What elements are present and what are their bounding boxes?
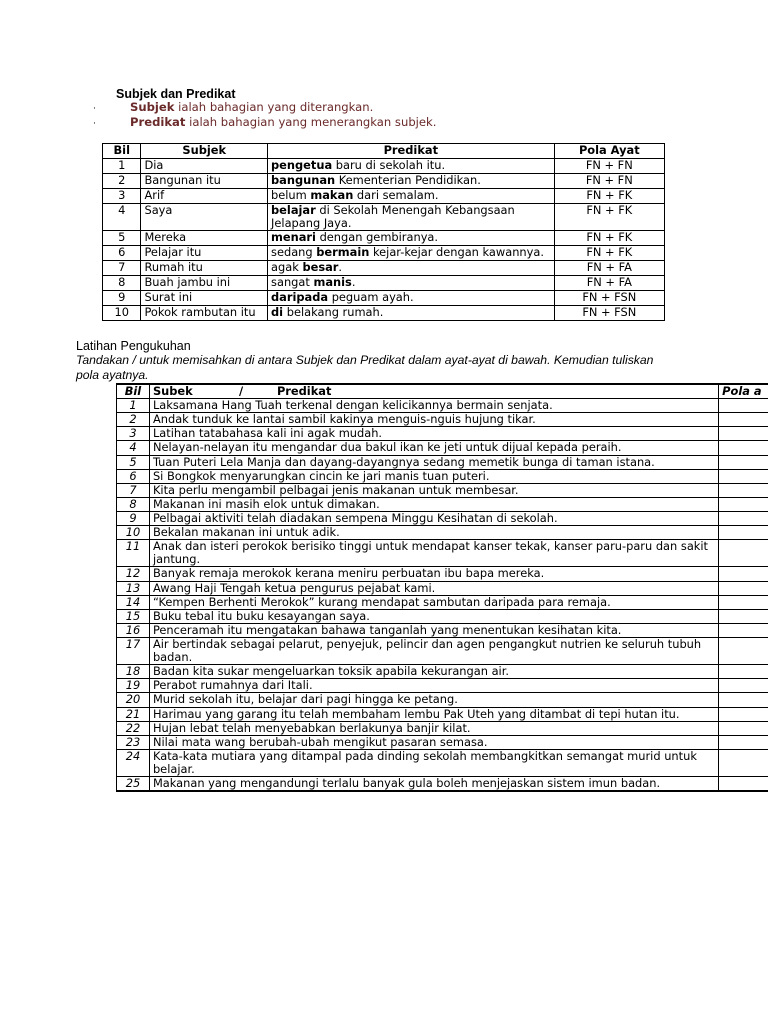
cell-pola-answer[interactable] <box>719 497 768 511</box>
cell-sentence: “Kempen Berhenti Merokok” kurang mendapat sambutan daripada para remaja. <box>149 595 718 609</box>
cell-sentence: Perabot rumahnya dari Itali. <box>149 679 718 693</box>
cell-pola-ayat: FN + FK <box>554 231 664 246</box>
table-row <box>117 511 768 525</box>
table-row <box>117 455 768 469</box>
cell-sentence: Laksamana Hang Tuah terkenal dengan kelicikannya bermain senjata. <box>149 399 718 413</box>
cell-pola-answer[interactable] <box>719 721 768 735</box>
definition-term: Predikat <box>130 115 186 129</box>
cell-sentence: Kita perlu mengambil pelbagai jenis makanan untuk membesar. <box>149 483 718 497</box>
cell-number: 2 <box>117 413 150 427</box>
cell-sentence: Tuan Puteri Lela Manja dan dayang-dayangnya sedang memetik bunga di taman istana. <box>149 455 718 469</box>
cell-subjek: Surat ini <box>141 291 268 306</box>
cell-number: 11 <box>117 540 150 567</box>
cell-number: 15 <box>117 609 150 623</box>
cell-predikat <box>268 231 555 246</box>
cell-pola-answer[interactable] <box>719 693 768 707</box>
predikat-suffix: . <box>338 260 343 275</box>
cell-number: 14 <box>117 595 150 609</box>
table-row <box>103 291 665 306</box>
table-row <box>117 623 768 637</box>
predikat-keyword: bermain <box>316 245 370 260</box>
cell-number: 20 <box>117 693 150 707</box>
cell-pola-answer[interactable] <box>719 427 768 441</box>
cell-predikat <box>268 291 555 306</box>
cell-bil: 4 <box>103 204 141 231</box>
predikat-keyword: makan <box>310 188 354 202</box>
cell-predikat <box>268 159 555 174</box>
header-pola-ayat: Pola Ayat <box>554 144 664 159</box>
cell-number: 24 <box>117 749 150 776</box>
header-pola-ayat: Pola a <box>719 384 768 399</box>
table-row <box>103 231 665 246</box>
cell-predikat <box>268 276 555 291</box>
cell-pola-answer[interactable] <box>719 441 768 455</box>
cell-sentence: Nilai mata wang berubah-ubah mengikut pasaran semasa. <box>149 735 718 749</box>
definition-term: Subjek <box>130 100 175 114</box>
cell-sentence: Murid sekolah itu, belajar dari pagi hingga ke petang. <box>149 693 718 707</box>
predikat-prefix: sangat <box>271 275 314 290</box>
cell-pola-answer[interactable] <box>719 399 768 413</box>
predikat-suffix: . <box>351 275 356 290</box>
predikat-suffix: kejar-kejar dengan kawannya. <box>369 245 544 260</box>
cell-pola-ayat: FN + FK <box>554 189 664 204</box>
cell-subjek: Pokok rambutan itu <box>141 306 268 321</box>
cell-number: 19 <box>117 679 150 693</box>
cell-number: 1 <box>117 399 150 413</box>
table-row <box>117 637 768 664</box>
cell-sentence: Badan kita sukar mengeluarkan toksik apabila kekurangan air. <box>149 665 718 679</box>
header-predikat: Predikat <box>276 384 332 398</box>
cell-sentence: Anak dan isteri perokok berisiko tinggi untuk mendapat kanser tekak, kanser paru-paru dan sakit jantung. <box>149 540 718 567</box>
cell-sentence: Harimau yang garang itu telah membaham lembu Pak Uteh yang ditambat di tepi hutan itu. <box>149 707 718 721</box>
cell-predikat <box>268 246 555 261</box>
bullet-icon: · <box>93 119 96 129</box>
cell-predikat <box>268 261 555 276</box>
table-header-row <box>103 144 665 159</box>
cell-pola-answer[interactable] <box>719 483 768 497</box>
cell-sentence: Latihan tatabahasa kali ini agak mudah. <box>149 427 718 441</box>
cell-pola-answer[interactable] <box>719 623 768 637</box>
table-row <box>117 427 768 441</box>
table-row <box>117 735 768 749</box>
predikat-prefix: agak <box>271 260 303 275</box>
predikat-suffix: di Sekolah Menengah Kebangsaan Jelapang Jaya. <box>271 203 519 231</box>
cell-subjek: Pelajar itu <box>141 246 268 261</box>
predikat-suffix: dari semalam. <box>353 188 439 202</box>
predikat-prefix: sedang <box>271 245 317 260</box>
table-row <box>117 749 768 776</box>
cell-sentence: Nelayan-nelayan itu mengandar dua bakul ikan ke jeti untuk dijual kepada peraih. <box>149 441 718 455</box>
cell-subjek: Arif <box>141 189 268 204</box>
predikat-suffix: peguam ayah. <box>328 290 414 305</box>
cell-subjek: Saya <box>141 204 268 231</box>
cell-pola-answer[interactable] <box>719 567 768 581</box>
cell-pola-answer[interactable] <box>719 749 768 776</box>
predikat-keyword: pengetua <box>271 158 333 172</box>
predikat-keyword: bangunan <box>271 173 336 187</box>
cell-bil: 5 <box>103 231 141 246</box>
table-row <box>117 441 768 455</box>
predikat-keyword: besar <box>302 260 339 275</box>
table-row <box>117 595 768 609</box>
header-predikat: Predikat <box>268 144 555 159</box>
cell-pola-answer[interactable] <box>719 777 768 792</box>
cell-pola-ayat: FN + FA <box>554 276 664 291</box>
cell-number: 10 <box>117 526 150 540</box>
cell-sentence: Awang Haji Tengah ketua pengurus pejabat kami. <box>149 581 718 595</box>
predikat-keyword: menari <box>271 230 316 245</box>
cell-pola-answer[interactable] <box>719 526 768 540</box>
cell-subjek: Rumah itu <box>141 261 268 276</box>
table-row <box>103 204 665 231</box>
cell-sentence: Makanan ini masih elok untuk dimakan. <box>149 497 718 511</box>
table-row <box>103 159 665 174</box>
cell-number: 12 <box>117 567 150 581</box>
table-row <box>117 567 768 581</box>
exercise-table <box>116 383 768 792</box>
table-row <box>117 777 768 792</box>
definition-subjek <box>93 101 373 114</box>
cell-sentence: Pelbagai aktiviti telah diadakan sempena Minggu Kesihatan di sekolah. <box>149 511 718 525</box>
predikat-suffix: belakang rumah. <box>283 305 384 320</box>
cell-pola-answer[interactable] <box>719 469 768 483</box>
table-row <box>117 707 768 721</box>
cell-sentence: Si Bongkok menyarungkan cincin ke jari manis tuan puteri. <box>149 469 718 483</box>
cell-number: 17 <box>117 637 150 664</box>
cell-sentence: Buku tebal itu buku kesayangan saya. <box>149 609 718 623</box>
header-subek-predikat <box>149 384 718 399</box>
cell-number: 7 <box>117 483 150 497</box>
cell-predikat <box>268 306 555 321</box>
definition-predikat <box>93 116 436 129</box>
table-row <box>117 679 768 693</box>
cell-pola-answer[interactable] <box>719 581 768 595</box>
table-row <box>103 246 665 261</box>
header-subek: Subek <box>152 384 193 398</box>
predikat-keyword: manis <box>313 275 352 290</box>
table-row <box>117 693 768 707</box>
predikat-prefix: belum <box>271 188 311 202</box>
table-row <box>117 413 768 427</box>
cell-number: 16 <box>117 623 150 637</box>
cell-pola-answer[interactable] <box>719 609 768 623</box>
table-row <box>117 526 768 540</box>
predikat-suffix: baru di sekolah itu. <box>332 158 446 172</box>
table-row <box>117 497 768 511</box>
cell-subjek: Bangunan itu <box>141 174 268 189</box>
cell-sentence: Bekalan makanan ini untuk adik. <box>149 526 718 540</box>
cell-number: 5 <box>117 455 150 469</box>
cell-number: 3 <box>117 427 150 441</box>
header-bil: Bil <box>117 384 150 399</box>
cell-bil: 8 <box>103 276 141 291</box>
cell-pola-answer[interactable] <box>719 413 768 427</box>
definition-text: ialah bahagian yang diterangkan. <box>174 100 374 114</box>
table-row <box>117 540 768 567</box>
cell-pola-ayat: FN + FN <box>554 174 664 189</box>
cell-number: 21 <box>117 707 150 721</box>
cell-number: 13 <box>117 581 150 595</box>
predikat-suffix: Kementerian Pendidikan. <box>335 173 481 187</box>
table-header-row <box>117 384 768 399</box>
cell-pola-ayat: FN + FA <box>554 261 664 276</box>
cell-pola-answer[interactable] <box>719 707 768 721</box>
cell-sentence: Air bertindak sebagai pelarut, penyejuk, pelincir dan agen pengangkut nutrien ke seluruh tubuh badan. <box>149 637 718 664</box>
cell-subjek: Dia <box>141 159 268 174</box>
table-row <box>117 483 768 497</box>
cell-bil: 3 <box>103 189 141 204</box>
bullet-icon: · <box>93 104 96 114</box>
example-table <box>102 143 665 321</box>
cell-predikat <box>268 189 555 204</box>
cell-pola-answer[interactable] <box>719 735 768 749</box>
cell-pola-ayat: FN + FN <box>554 159 664 174</box>
cell-sentence: Penceramah itu mengatakan bahawa tanganlah yang menentukan kesihatan kita. <box>149 623 718 637</box>
cell-pola-ayat: FN + FSN <box>554 291 664 306</box>
table-row <box>103 174 665 189</box>
cell-number: 6 <box>117 469 150 483</box>
cell-number: 22 <box>117 721 150 735</box>
section2-instruction: Tandakan / untuk memisahkan di antara Subjek dan Predikat dalam ayat-ayat di bawah. Kemudian tuliskan pola ayatnya. <box>76 353 654 382</box>
header-bil: Bil <box>103 144 141 159</box>
table-row <box>117 469 768 483</box>
cell-pola-answer[interactable] <box>719 540 768 567</box>
table-row <box>103 276 665 291</box>
cell-sentence: Hujan lebat telah menyebabkan berlakunya banjir kilat. <box>149 721 718 735</box>
cell-number: 8 <box>117 497 150 511</box>
cell-bil: 10 <box>103 306 141 321</box>
cell-subjek: Mereka <box>141 231 268 246</box>
cell-number: 4 <box>117 441 150 455</box>
cell-number: 25 <box>117 777 150 792</box>
cell-bil: 1 <box>103 159 141 174</box>
cell-pola-answer[interactable] <box>719 595 768 609</box>
cell-pola-ayat: FN + FSN <box>554 306 664 321</box>
cell-predikat <box>268 174 555 189</box>
cell-subjek: Buah jambu ini <box>141 276 268 291</box>
predikat-suffix: dengan gembiranya. <box>315 230 439 245</box>
predikat-keyword: belajar <box>271 203 316 217</box>
table-row <box>103 189 665 204</box>
cell-number: 23 <box>117 735 150 749</box>
cell-bil: 2 <box>103 174 141 189</box>
table-row <box>103 261 665 276</box>
predikat-keyword: daripada <box>271 290 329 305</box>
cell-pola-ayat: FN + FK <box>554 204 664 231</box>
section1-heading: Subjek dan Predikat <box>116 87 236 101</box>
predikat-keyword: di <box>271 305 284 320</box>
cell-number: 9 <box>117 511 150 525</box>
cell-bil: 7 <box>103 261 141 276</box>
cell-sentence: Kata-kata mutiara yang ditampal pada dinding sekolah membangkitkan semangat murid untuk belajar. <box>149 749 718 776</box>
table-row <box>117 609 768 623</box>
cell-pola-answer[interactable] <box>719 679 768 693</box>
table-row <box>117 721 768 735</box>
header-slash: / <box>238 384 244 398</box>
header-subjek: Subjek <box>141 144 268 159</box>
table-row <box>103 306 665 321</box>
definition-text: ialah bahagian yang menerangkan subjek. <box>185 115 437 129</box>
cell-number: 18 <box>117 665 150 679</box>
table-row <box>117 581 768 595</box>
cell-pola-answer[interactable] <box>719 665 768 679</box>
section2-heading: Latihan Pengukuhan <box>76 339 191 353</box>
cell-bil: 9 <box>103 291 141 306</box>
cell-pola-answer[interactable] <box>719 511 768 525</box>
table-row <box>117 399 768 413</box>
cell-predikat <box>268 204 555 231</box>
cell-pola-answer[interactable] <box>719 637 768 664</box>
cell-sentence: Andak tunduk ke lantai sambil kakinya menguis-nguis hujung tikar. <box>149 413 718 427</box>
cell-pola-answer[interactable] <box>719 455 768 469</box>
cell-bil: 6 <box>103 246 141 261</box>
cell-pola-ayat: FN + FK <box>554 246 664 261</box>
table-row <box>117 665 768 679</box>
cell-sentence: Makanan yang mengandungi terlalu banyak gula boleh menjejaskan sistem imun badan. <box>149 777 718 792</box>
cell-sentence: Banyak remaja merokok kerana meniru perbuatan ibu bapa mereka. <box>149 567 718 581</box>
